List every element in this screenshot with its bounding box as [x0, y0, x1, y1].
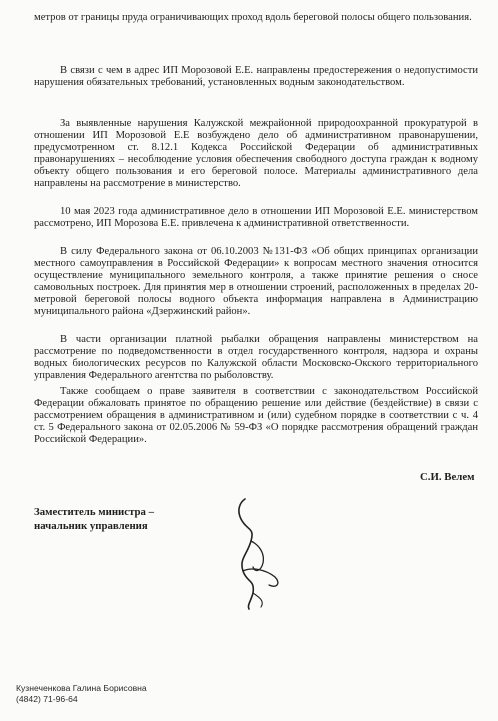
paragraph-5	[34, 246, 478, 317]
paragraph-2-text: В связи с чем в адрес ИП Морозовой Е.Е. направлены предостережения о недопустимости нарушения обязательных требований, установленных водным законодательством.	[34, 65, 478, 88]
signatory-position	[34, 505, 154, 533]
signatory-position-line2: начальник управления	[34, 520, 148, 532]
paragraph-4-text: 10 мая 2023 года административное дело в отношении ИП Морозовой Е.Е. министерством рассмотрено, ИП Морозова Е.Е. привлечена к административной ответственности.	[34, 206, 478, 229]
paragraph-1-text: метров от границы пруда ограничивающих проход вдоль береговой полосы общего пользования.	[34, 12, 472, 23]
executor-name: Кузнеченкова Галина Борисовна	[16, 683, 147, 693]
signatory-name: С.И. Велем	[420, 471, 475, 483]
paragraph-5-text: В силу Федерального закона от 06.10.2003 №131-ФЗ «Об общих принципах организации местного самоуправления в Российской Федерации» к вопросам местного значения относится осуществление муниципального земельного контроля, а также принятие решения о сносе самовольных построек. Для принятия мер в отношении строений, расположенных в пределах 20-метровой береговой полосы водного объекта информация направлена в Администрацию муниципального района «Дзержинский район».	[34, 246, 478, 317]
paragraph-1	[34, 12, 478, 24]
paragraph-4	[34, 206, 478, 230]
signatory-position-line1: Заместитель министра –	[34, 506, 154, 518]
paragraph-3-text: За выявленные нарушения Калужской межрайонной природоохранной прокуратурой в отношении ИП Морозовой Е.Е возбуждено дело об административном правонарушении, предусмотренном ст. 8.12.1 Кодекса Российской Федерации об административных правонарушениях – несоблюдение условия обеспечения свободного доступа граждан к водному объекту общего пользования и его береговой полосе. Материалы административного дела направлены на рассмотрение в министерство.	[34, 118, 478, 189]
paragraph-6-text: В части организации платной рыбалки обращения направлены министерством на рассмотрение по подведомственности в отдел государственного контроля, надзора и охраны водных биологических ресурсов по Калужской области Московско-Окского территориального управления Федерального агентства по рыболовству.	[34, 334, 478, 381]
paragraph-3	[34, 118, 478, 189]
executor-phone: (4842) 71-96-64	[16, 693, 78, 704]
paragraph-7-text: Также сообщаем о праве заявителя в соответствии с законодательством Российской Федерации обжаловать принятое по обращению решение или действие (бездействие) в связи с рассмотрением обращения в административном и (или) судебном порядке в соответствии с ч. 4 ст. 5 Федерального закона от 02.05.2006 № 59-ФЗ «О порядке рассмотрения обращений граждан Российской Федерации».	[34, 386, 478, 445]
paragraph-6	[34, 334, 478, 382]
handwritten-signature	[225, 497, 285, 612]
paragraph-7	[34, 386, 478, 446]
executor-info	[16, 683, 147, 704]
paragraph-2	[34, 65, 478, 89]
